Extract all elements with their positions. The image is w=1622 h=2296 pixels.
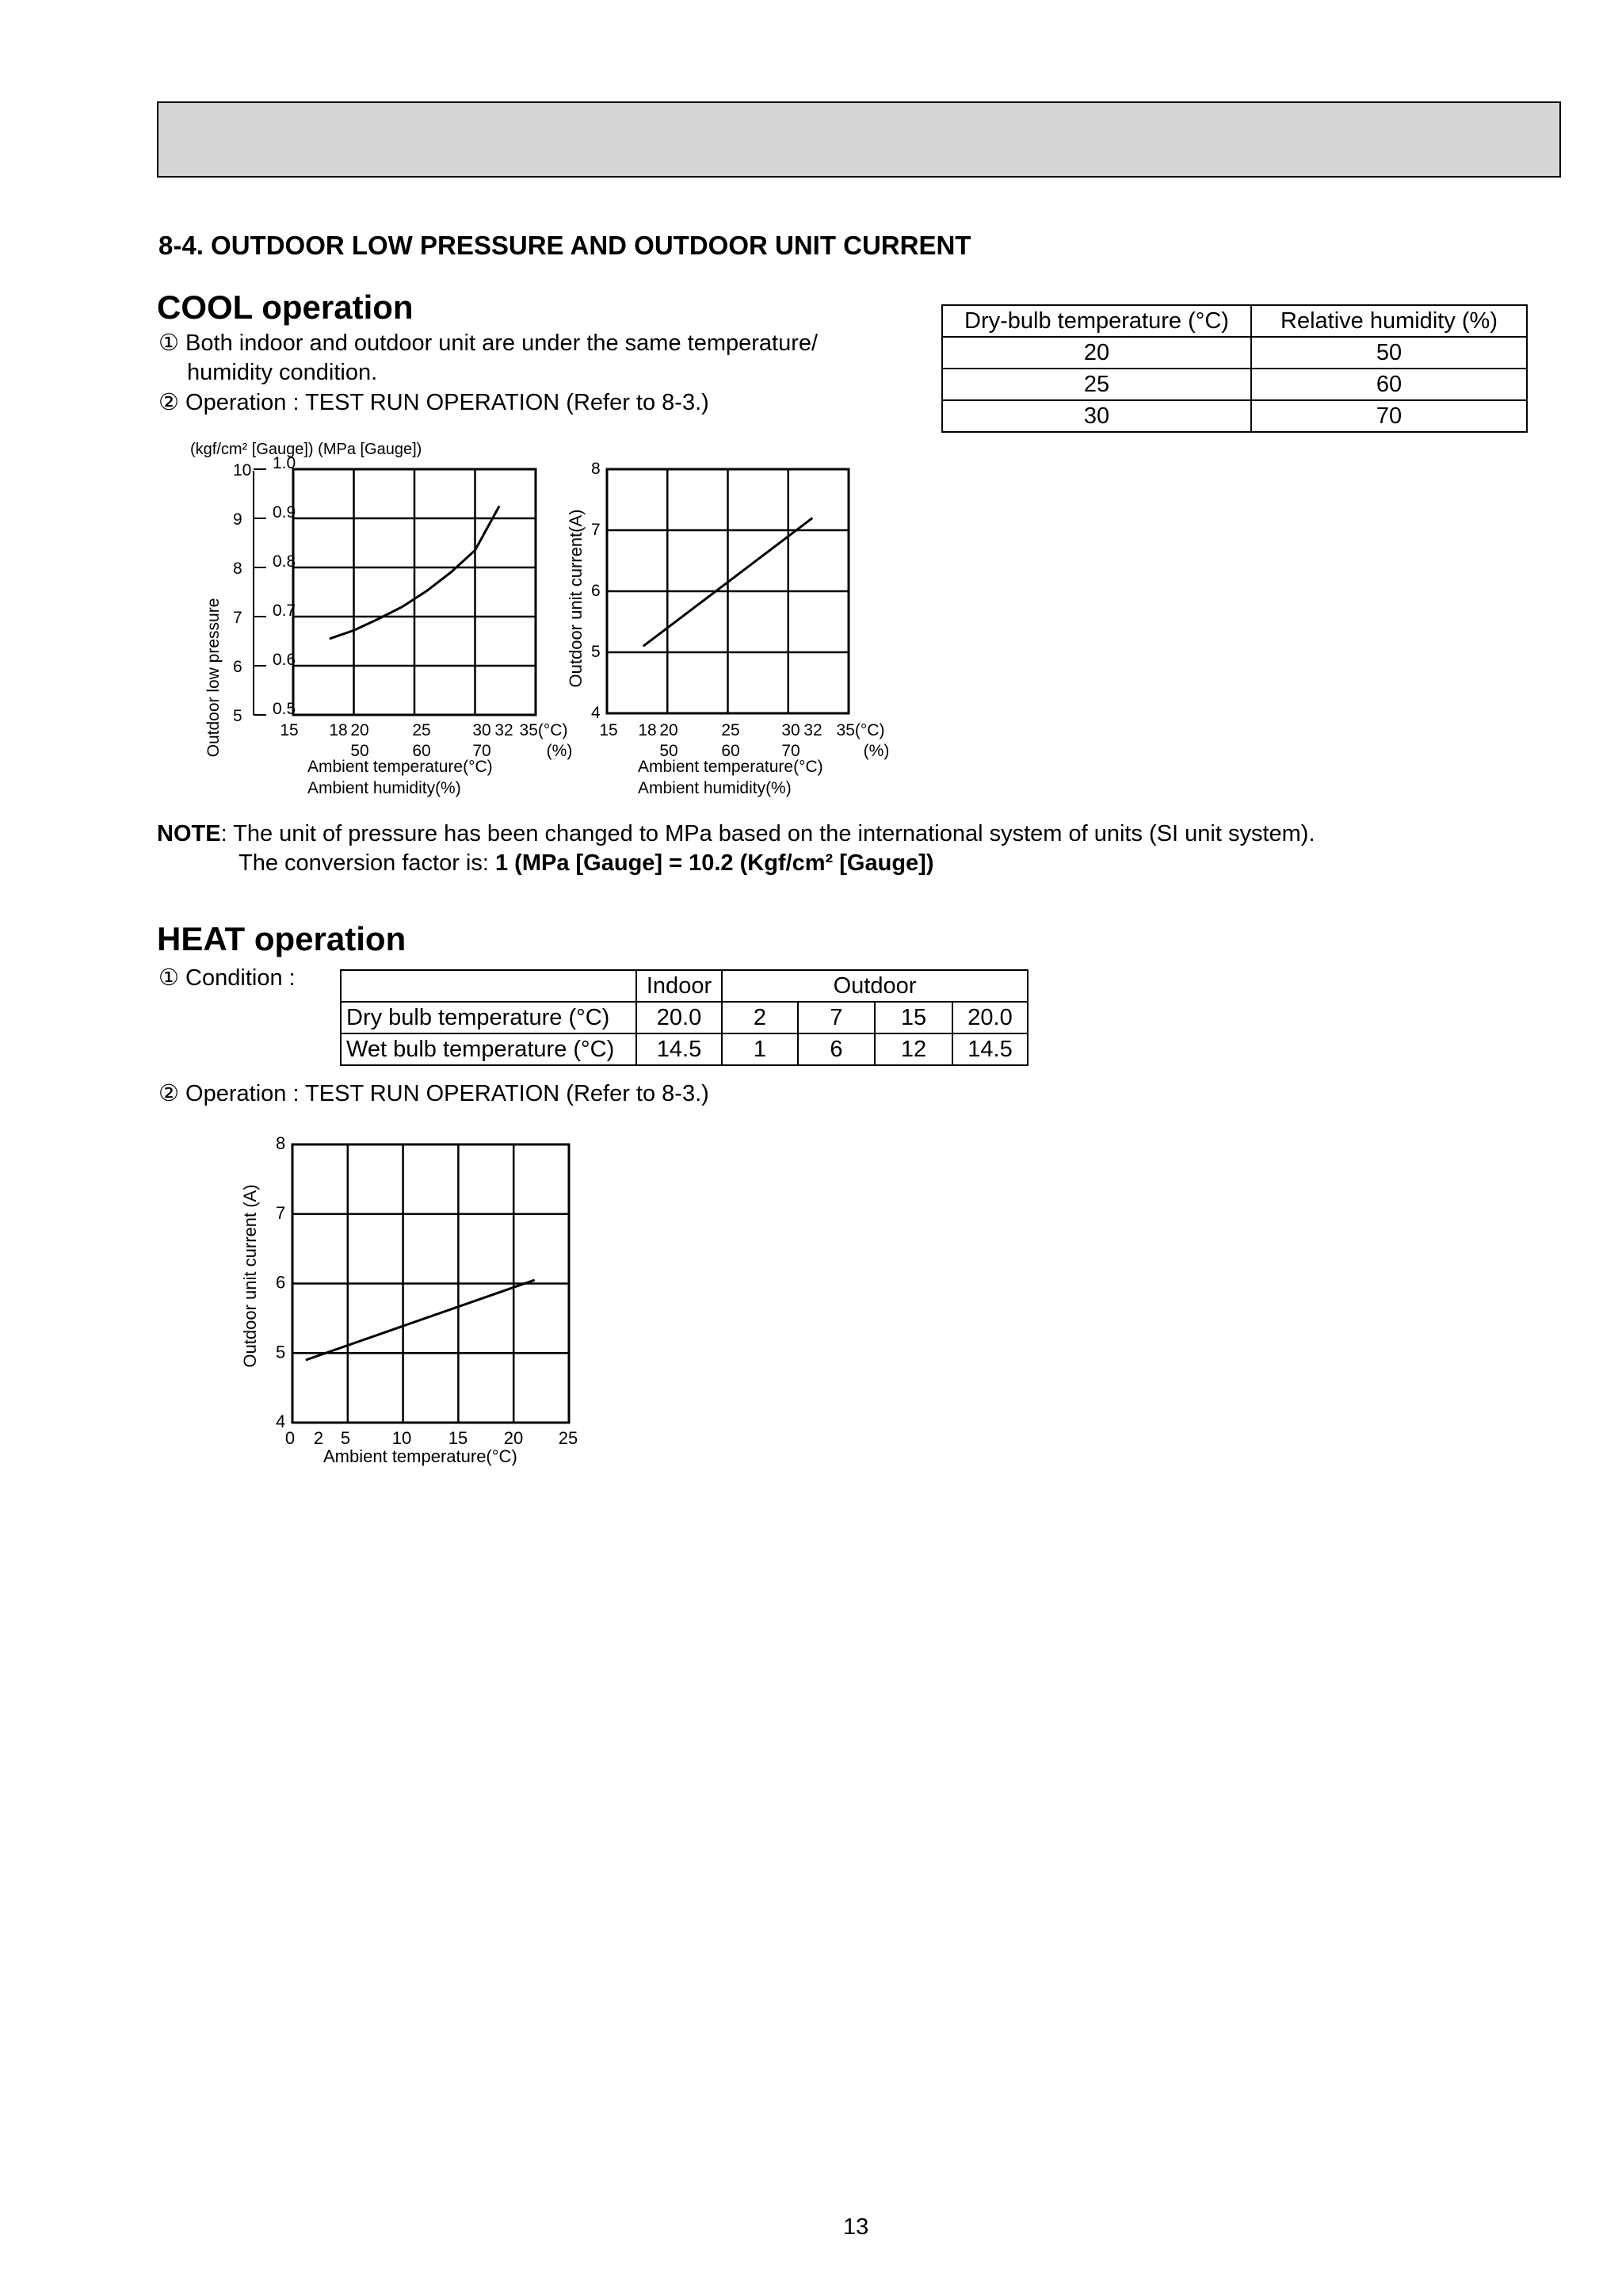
y-tick-label: 5 bbox=[276, 1342, 286, 1362]
header-cell bbox=[341, 970, 636, 1002]
table-cell: 20 bbox=[942, 337, 1251, 369]
chart-cool-current bbox=[555, 452, 903, 808]
cool-condition-line1: ① Both indoor and outdoor unit are under the same temperature/ bbox=[158, 330, 819, 356]
tick-label: 20 bbox=[350, 721, 369, 739]
y-right-tick-label: 0.7 bbox=[273, 602, 296, 620]
y-tick-label: 5 bbox=[591, 643, 601, 661]
cool-title: COOL operation bbox=[157, 288, 414, 326]
table-cell: 7 bbox=[798, 1002, 875, 1033]
chart-grid bbox=[591, 460, 849, 722]
note-text: The conversion factor is: bbox=[239, 850, 495, 876]
tick-label: 20 bbox=[659, 721, 678, 739]
table-cell: 14.5 bbox=[636, 1033, 722, 1065]
table-cell: 14.5 bbox=[952, 1033, 1028, 1065]
table-cell: 12 bbox=[875, 1033, 952, 1065]
tick-label: 15 bbox=[280, 721, 299, 739]
tick-label: (%) bbox=[863, 742, 890, 760]
y-tick-label: 7 bbox=[276, 1202, 286, 1223]
table-row bbox=[942, 337, 1527, 369]
y-axis-label: Outdoor low pressure bbox=[204, 598, 223, 758]
x-tick-labels bbox=[280, 721, 567, 739]
header-cell: Outdoor bbox=[722, 970, 1028, 1002]
y-left-tick-label: 10 bbox=[233, 461, 252, 479]
tick-label: 25 bbox=[412, 721, 431, 739]
tick-label: 2 bbox=[313, 1428, 324, 1448]
x2-axis-label: Ambient humidity(%) bbox=[638, 779, 792, 797]
x-axis-label: Ambient temperature(°C) bbox=[638, 758, 823, 776]
tick-label: 50 bbox=[659, 742, 678, 760]
table-cell: 2 bbox=[722, 1002, 798, 1033]
y-tick-label: 8 bbox=[591, 460, 601, 478]
tick-label: 10 bbox=[391, 1428, 412, 1448]
y-tick-label: 4 bbox=[591, 704, 601, 722]
x-tick-labels bbox=[285, 1428, 578, 1448]
heat-operation-line: ② Operation : TEST RUN OPERATION (Refer to 8-3.) bbox=[158, 1081, 709, 1106]
tick-label: 32 bbox=[803, 721, 822, 739]
y-left-tick-label: 5 bbox=[233, 707, 242, 725]
tick-label: 30 bbox=[781, 721, 800, 739]
tick-label: 35(°C) bbox=[519, 721, 568, 739]
tick-label: 70 bbox=[472, 742, 491, 760]
tick-label: 15 bbox=[448, 1428, 468, 1448]
table-cell: 25 bbox=[942, 369, 1251, 400]
cool-operation-line: ② Operation : TEST RUN OPERATION (Refer to 8-3.) bbox=[158, 390, 709, 415]
tick-label: 15 bbox=[599, 721, 618, 739]
table-cell: Dry bulb temperature (°C) bbox=[341, 1002, 636, 1033]
y-axis-label: Outdoor unit current(A) bbox=[566, 509, 586, 688]
x-axis-label: Ambient temperature(°C) bbox=[323, 1446, 517, 1466]
table-row bbox=[341, 1033, 1028, 1065]
note-line2 bbox=[239, 849, 934, 878]
cool-condition-table bbox=[941, 304, 1528, 433]
tick-label: 50 bbox=[350, 742, 369, 760]
tick-label: 18 bbox=[329, 721, 348, 739]
chart-heat-current bbox=[230, 1117, 594, 1474]
tick-label: 70 bbox=[781, 742, 800, 760]
y-right-tick-label: 0.6 bbox=[273, 651, 296, 669]
table-cell: 70 bbox=[1251, 400, 1527, 432]
header-cell: Dry-bulb temperature (°C) bbox=[942, 305, 1251, 337]
tick-label: 18 bbox=[638, 721, 657, 739]
table-row bbox=[942, 369, 1527, 400]
table-cell: 30 bbox=[942, 400, 1251, 432]
tick-label: 20 bbox=[503, 1428, 524, 1448]
tick-label: 32 bbox=[494, 721, 513, 739]
y-tick-label: 8 bbox=[276, 1133, 286, 1153]
conversion-factor: 1 (MPa [Gauge] = 10.2 (Kgf/cm² [Gauge]) bbox=[494, 850, 934, 876]
section-title: 8-4. OUTDOOR LOW PRESSURE AND OUTDOOR UNIT CURRENT bbox=[158, 231, 971, 260]
table-header-row bbox=[942, 305, 1527, 337]
table-cell: 60 bbox=[1251, 369, 1527, 400]
header-cell: Relative humidity (%) bbox=[1251, 305, 1527, 337]
heat-condition-table bbox=[340, 969, 1029, 1066]
cool-condition-line1b: humidity condition. bbox=[187, 360, 378, 385]
table-cell: 6 bbox=[798, 1033, 875, 1065]
tick-label: 25 bbox=[721, 721, 740, 739]
tick-label: (%) bbox=[546, 742, 573, 760]
x2-axis-label: Ambient humidity(%) bbox=[307, 779, 461, 797]
y-left-tick-label: 7 bbox=[233, 609, 242, 627]
table-cell: 20.0 bbox=[952, 1002, 1028, 1033]
heat-title: HEAT operation bbox=[157, 920, 406, 957]
table-cell: Wet bulb temperature (°C) bbox=[341, 1033, 636, 1065]
y-right-tick-label: 1.0 bbox=[273, 454, 296, 472]
y-tick-label: 4 bbox=[276, 1412, 286, 1431]
heat-condition-label: ① Condition : bbox=[158, 965, 296, 991]
note-label: NOTE bbox=[157, 821, 221, 846]
tick-label: 30 bbox=[472, 721, 491, 739]
table-cell: 15 bbox=[875, 1002, 952, 1033]
tick-label: 60 bbox=[721, 742, 740, 760]
y-left-ticks bbox=[233, 454, 296, 725]
note-text: : The unit of pressure has been changed to MPa based on the international system of units (SI unit system). bbox=[220, 821, 1315, 846]
y-tick-label: 7 bbox=[591, 521, 601, 539]
y-left-tick-label: 8 bbox=[233, 560, 242, 578]
header-band bbox=[157, 101, 1561, 178]
table-cell: 1 bbox=[722, 1033, 798, 1065]
y-tick-label: 6 bbox=[276, 1272, 286, 1293]
y-right-tick-label: 0.5 bbox=[273, 700, 296, 718]
table-cell: 50 bbox=[1251, 337, 1527, 369]
series-line bbox=[306, 1280, 535, 1360]
y-right-tick-label: 0.9 bbox=[273, 503, 296, 521]
table-cell: 20.0 bbox=[636, 1002, 722, 1033]
table-row bbox=[942, 400, 1527, 432]
y-axis-label: Outdoor unit current (A) bbox=[240, 1184, 260, 1368]
note-line1 bbox=[157, 819, 1315, 849]
tick-label: 5 bbox=[340, 1428, 351, 1448]
y-left-tick-label: 9 bbox=[233, 510, 242, 529]
tick-label: 35(°C) bbox=[836, 721, 885, 739]
tick-label: 60 bbox=[412, 742, 431, 760]
y-tick-label: 6 bbox=[591, 582, 601, 600]
table-header-row bbox=[341, 970, 1028, 1002]
tick-label: 25 bbox=[558, 1428, 578, 1448]
page-number: 13 bbox=[843, 2214, 869, 2240]
chart-low-pressure bbox=[190, 436, 602, 808]
header-cell: Indoor bbox=[636, 970, 722, 1002]
y-right-tick-label: 0.8 bbox=[273, 552, 296, 571]
tick-label: 0 bbox=[284, 1428, 296, 1448]
table-row bbox=[341, 1002, 1028, 1033]
y-left-tick-label: 6 bbox=[233, 658, 242, 676]
chart-units-label: (kgf/cm² [Gauge]) (MPa [Gauge]) bbox=[190, 441, 422, 458]
x-tick-labels bbox=[599, 721, 884, 739]
x-axis-label: Ambient temperature(°C) bbox=[307, 758, 493, 776]
